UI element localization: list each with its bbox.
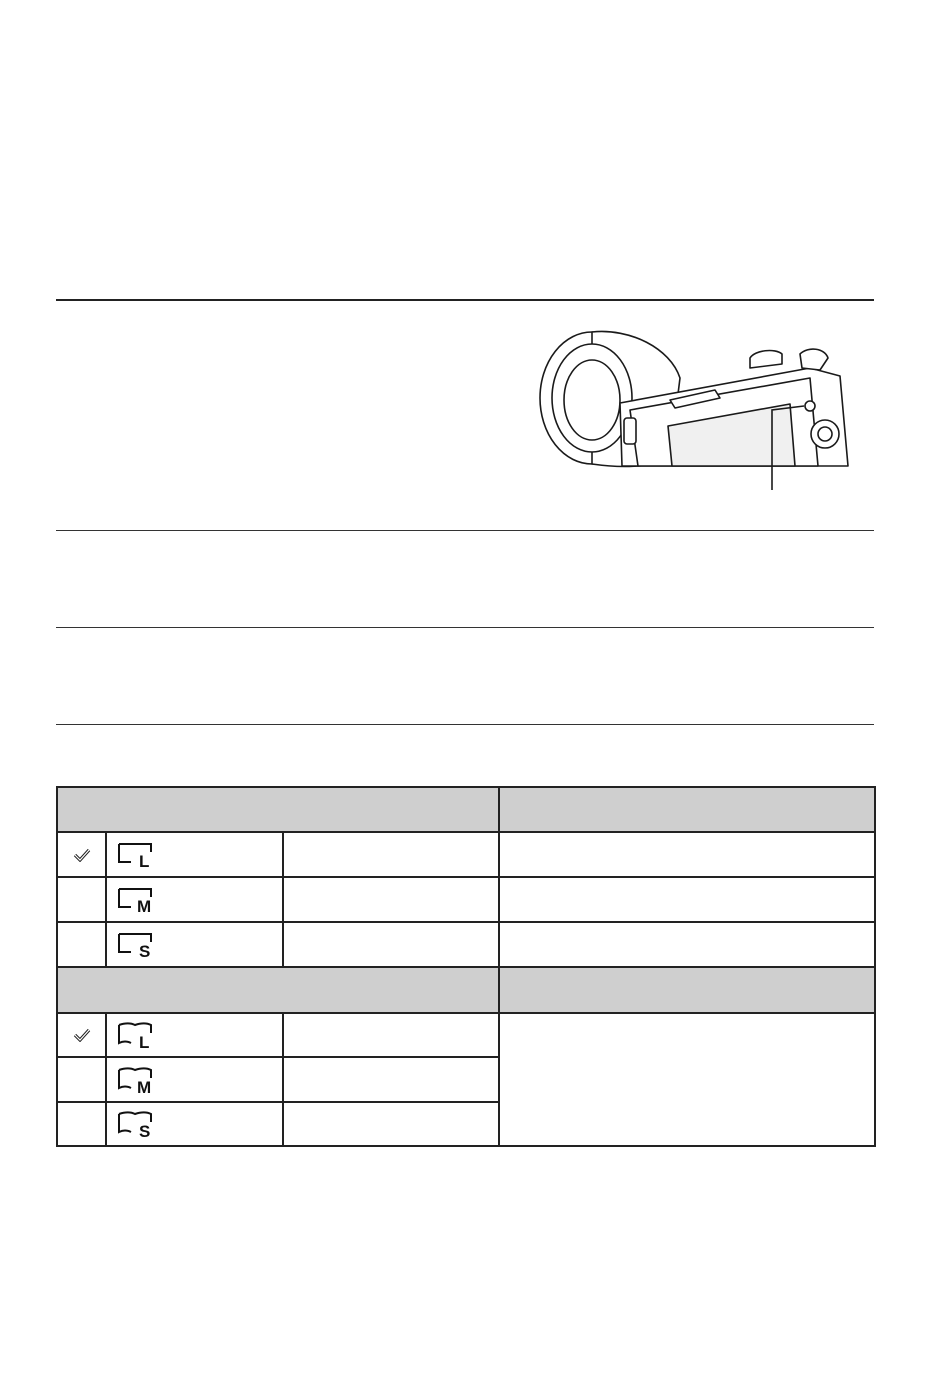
checkmark-icon: [73, 848, 91, 862]
section-rule-2: [56, 530, 874, 531]
usage-note-cell: [499, 832, 875, 877]
default-check-cell: [57, 877, 106, 922]
size-icon-cell: [106, 1057, 283, 1102]
size-label-cell: [283, 1013, 499, 1057]
checkmark-icon: [73, 1028, 91, 1042]
header-size-label: [57, 787, 499, 832]
size-icon-cell: [106, 832, 283, 877]
default-check-cell: [57, 922, 106, 967]
image-size-table: [56, 786, 876, 1147]
svg-text:S: S: [139, 1122, 151, 1138]
size-label-cell: [283, 832, 499, 877]
size-label-cell: [283, 922, 499, 967]
section-rule-3: [56, 627, 874, 628]
svg-text:M: M: [137, 1077, 152, 1094]
image-size-medium-icon: [117, 887, 153, 913]
camera-rear-illustration: [520, 318, 860, 490]
size-label-cell: [283, 1102, 499, 1146]
panorama-size-small-icon: [117, 1110, 153, 1138]
header-panorama-size-label: [57, 967, 499, 1013]
panorama-size-medium-icon: [117, 1066, 153, 1094]
panorama-size-large-icon: [117, 1021, 153, 1049]
section-rule-4: [56, 724, 874, 725]
size-label-cell: [283, 1057, 499, 1102]
size-icon-cell: [106, 1102, 283, 1146]
default-check-cell: [57, 832, 106, 877]
usage-note-cell: [499, 922, 875, 967]
svg-text:S: S: [139, 941, 151, 958]
default-check-cell: [57, 1057, 106, 1102]
image-size-large-icon: [117, 842, 153, 868]
size-icon-cell: [106, 922, 283, 967]
table-header-row: [57, 967, 875, 1013]
section-rule-top: [56, 299, 874, 301]
image-size-small-icon: [117, 932, 153, 958]
table-header-row: [57, 787, 875, 832]
svg-text:L: L: [139, 1033, 150, 1049]
table-row: [57, 1013, 875, 1057]
table-row: [57, 832, 875, 877]
header-panorama-usage-label: [499, 967, 875, 1013]
header-usage-label: [499, 787, 875, 832]
default-check-cell: [57, 1013, 106, 1057]
panorama-note-cell: [499, 1013, 875, 1146]
size-label-cell: [283, 877, 499, 922]
table-row: [57, 877, 875, 922]
svg-text:M: M: [137, 896, 152, 913]
default-check-cell: [57, 1102, 106, 1146]
size-icon-cell: [106, 877, 283, 922]
size-icon-cell: [106, 1013, 283, 1057]
usage-note-cell: [499, 877, 875, 922]
svg-text:L: L: [139, 851, 150, 868]
table-row: [57, 922, 875, 967]
